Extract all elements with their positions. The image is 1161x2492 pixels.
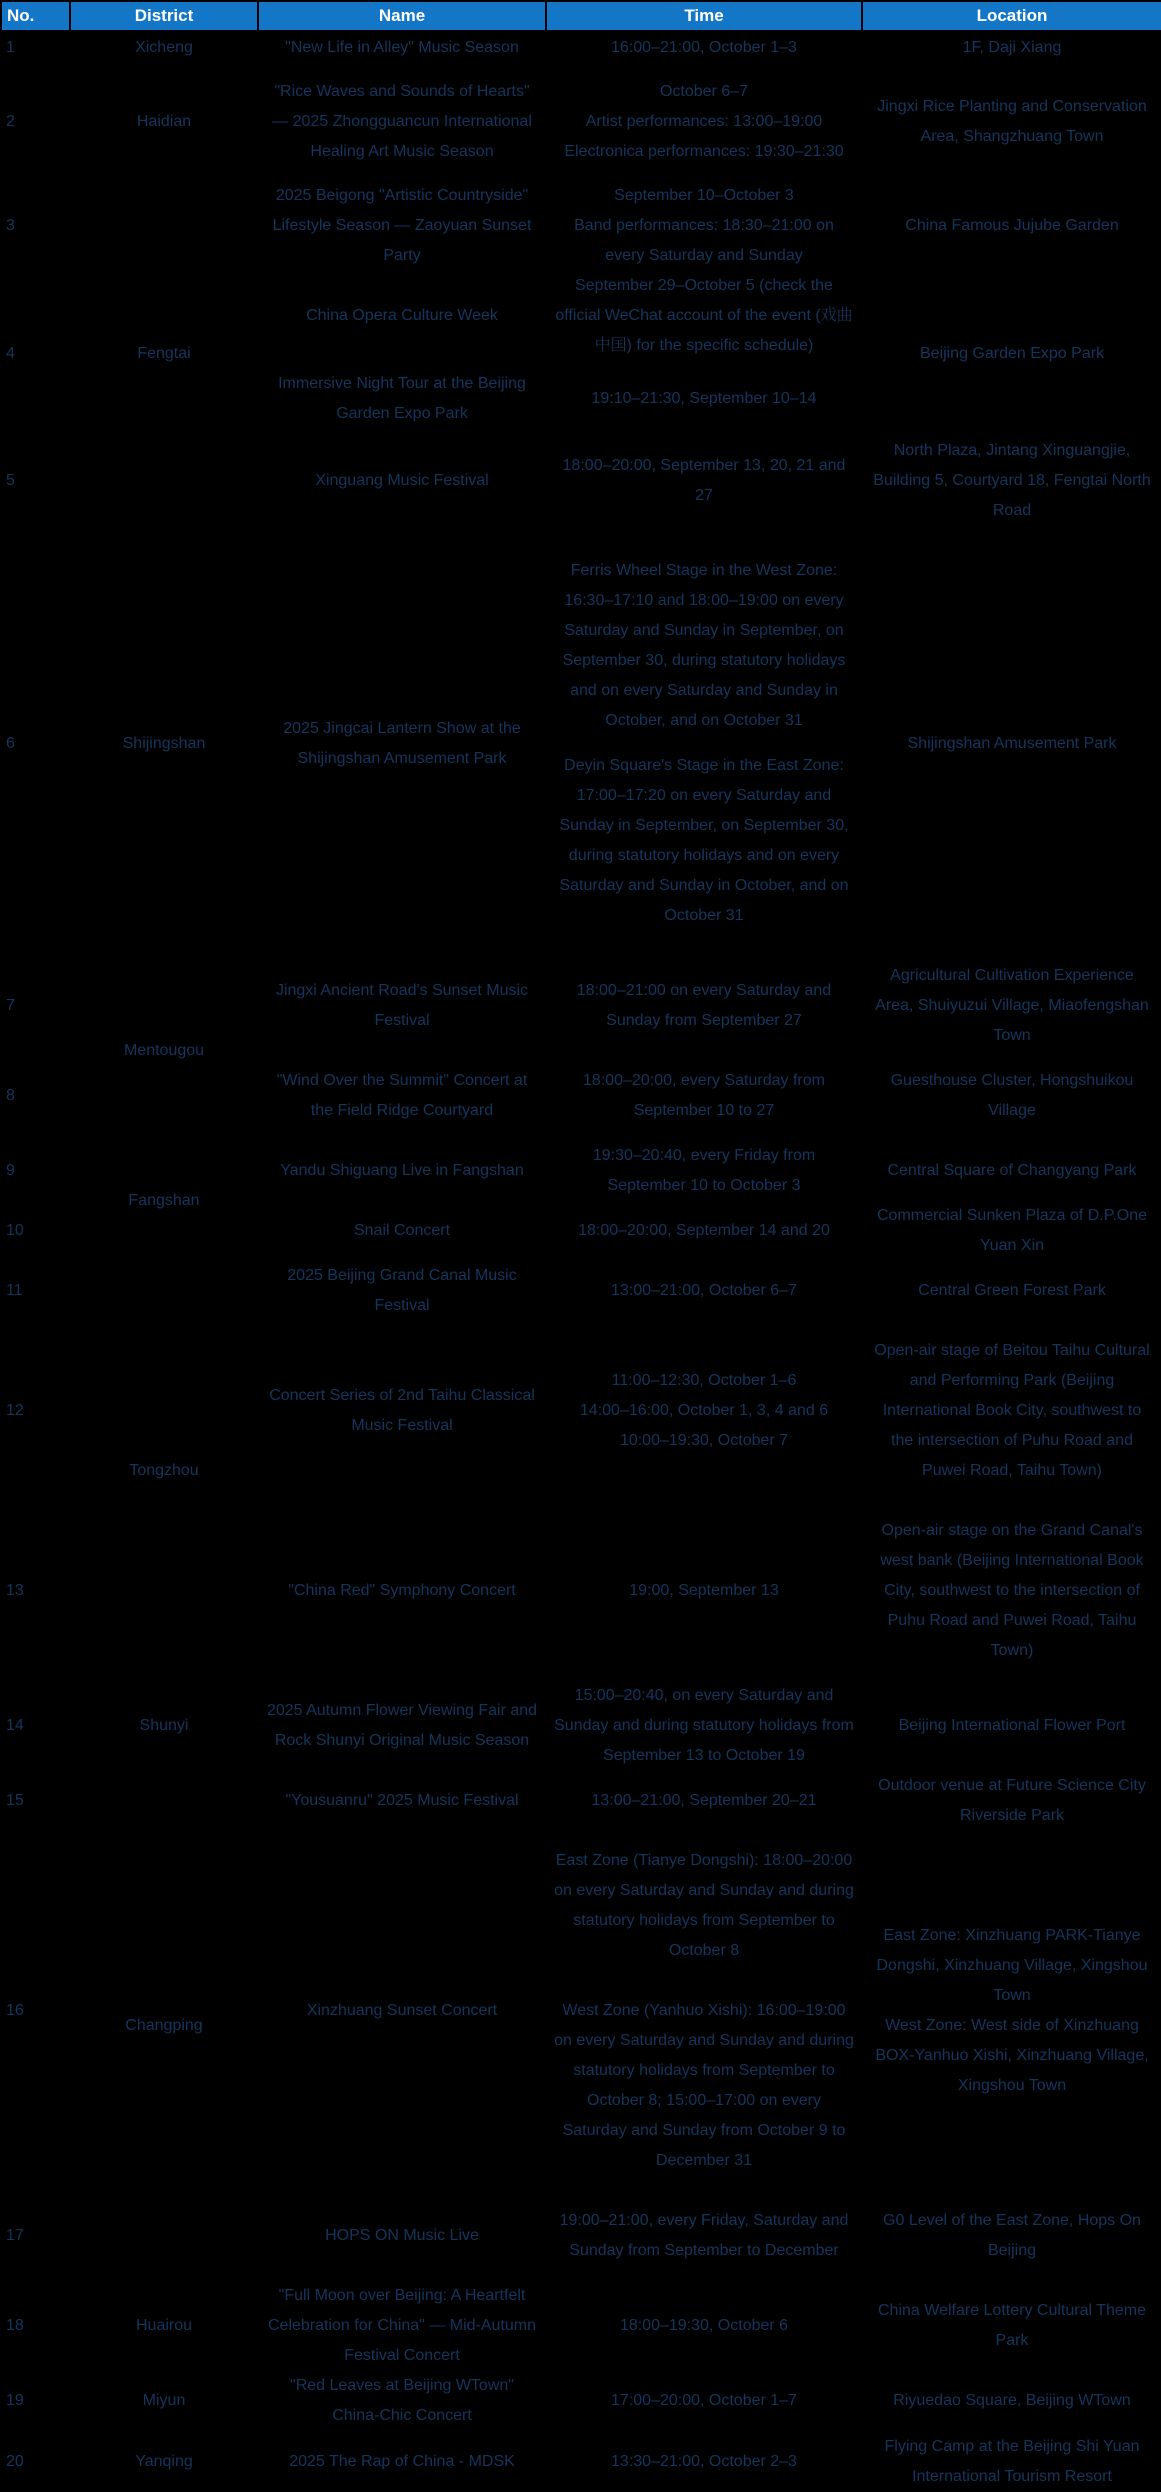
cell-paragraph: Jingxi Rice Planting and Conservation Area, Shangzhuang Town: [877, 98, 1147, 145]
cell-paragraph: 18:00–20:00, September 13, 20, 21 and 27: [562, 457, 846, 504]
cell-paragraph: Concert Series of 2nd Taihu Classical Music Festival: [269, 1387, 535, 1434]
cell-paragraph: Xinzhuang Sunset Concert: [306, 2002, 498, 2019]
cell-paragraph: Snail Concert: [353, 1222, 451, 1239]
cell-paragraph: 18:00–19:30, October 6: [619, 2317, 789, 2334]
cell-location: [862, 1681, 1161, 1771]
cell-district: Fengtai: [137, 344, 191, 362]
cell-no: 9: [6, 1162, 15, 1179]
cell-paragraph: "Wind Over the Summit" Concert at the Field Ridge Courtyard: [276, 1072, 528, 1119]
cell-paragraph: 2025 Beigong "Artistic Countryside" Lifestyle Season — Zaoyuan Sunset Party: [272, 187, 532, 264]
cell-name: [258, 271, 546, 436]
cell-paragraph: 19:30–20:40, every Friday from September 10 to October 3: [592, 1147, 816, 1194]
cell-name: [258, 1051, 546, 1141]
cell-paragraph: West Zone (Yanhuo Xishi): 16:00–19:00 on every Saturday and Sunday and during statutory holidays from September to October 8; 15:00–17:00 on every Saturday and Sunday from October 9 to December 31: [554, 2002, 854, 2169]
cell-paragraph: Xinguang Music Festival: [315, 472, 489, 489]
cell-location: [862, 436, 1161, 526]
cell-paragraph: 13:30–21:00, October 2–3: [611, 2453, 797, 2470]
cell-location: [862, 63, 1161, 181]
cell-paragraph: 19:10–21:30, September 10–14: [591, 389, 817, 407]
cell-time: [546, 2281, 862, 2371]
cell-district: Mentougou: [123, 1042, 205, 1059]
cell-paragraph: 13:00–21:00, September 20–21: [591, 1792, 817, 1809]
cell-name: [258, 526, 546, 961]
cell-district: Tongzhou: [129, 1462, 199, 1479]
cell-no: 8: [6, 1087, 15, 1104]
column-header-time: Time: [546, 1, 862, 31]
cell-time: [546, 961, 862, 1051]
cell-district: Xicheng: [135, 38, 193, 56]
cell-paragraph: Guesthouse Cluster, Hongshuikou Village: [890, 1072, 1134, 1119]
cell-paragraph: 2025 Autumn Flower Viewing Fair and Rock Shunyi Original Music Season: [266, 1702, 538, 1749]
cell-location: [862, 271, 1161, 436]
cell-location: [862, 1831, 1161, 2191]
cell-district: Shijingshan: [122, 734, 206, 752]
table-row: [1, 1141, 1161, 1201]
cell-location: [862, 2281, 1161, 2371]
cell-location: [862, 31, 1161, 63]
column-header-location: Location: [862, 1, 1161, 31]
cell-paragraph: 18:00–20:00, September 14 and 20: [578, 1222, 830, 1239]
cell-time: [546, 2431, 862, 2492]
cell-name: [258, 436, 546, 526]
cell-paragraph: "Red Leaves at Beijing WTown" China-Chic Concert: [290, 2377, 514, 2424]
cell-no: 13: [6, 1582, 24, 1599]
cell-location: [862, 1501, 1161, 1681]
cell-no: 20: [6, 2453, 24, 2470]
cell-paragraph: Open-air stage of Beitou Taihu Cultural and Performing Park (Beijing International Book City, southwest to the intersection of Puhu Road and Puwei Road, Taihu Town): [874, 1342, 1150, 1479]
cell-district: Shunyi: [139, 1717, 189, 1734]
cell-location: [862, 2431, 1161, 2492]
cell-name: [258, 1141, 546, 1201]
cell-paragraph: 2025 Jingcai Lantern Show at the Shijingshan Amusement Park: [283, 719, 521, 767]
table-row: [1, 1771, 1161, 1831]
table-body: [1, 31, 1161, 2492]
cell-name: [258, 1321, 546, 1501]
cell-no: 5: [6, 472, 15, 489]
cell-no: 2: [6, 113, 15, 130]
cell-paragraph: 15:00–20:40, on every Saturday and Sunday and during statutory holidays from September 13 to October 19: [554, 1687, 854, 1764]
cell-time: [546, 1141, 862, 1201]
cell-time: [546, 1831, 862, 2191]
cell-location: [862, 1141, 1161, 1201]
cell-name: [258, 2431, 546, 2492]
table-row: [1, 2371, 1161, 2431]
cell-no: 4: [6, 344, 15, 362]
cell-paragraph: North Plaza, Jintang Xinguangjie, Building 5, Courtyard 18, Fengtai North Road: [873, 442, 1151, 519]
cell-paragraph: Ferris Wheel Stage in the West Zone: 16:30–17:10 and 18:00–19:00 on every Saturday and Sunday in September, on September 30, during statutory holidays and on every Saturday and Sunday in October, and on October 31: [562, 562, 846, 729]
cell-paragraph: G0 Level of the East Zone, Hops On Beijing: [883, 2212, 1141, 2259]
cell-paragraph: East Zone (Tianye Dongshi): 18:00–20:00 on every Saturday and Sunday and during statutory holidays from September to October 8: [554, 1852, 854, 1959]
cell-no: 3: [6, 217, 15, 234]
cell-paragraph: 19:00–21:00, every Friday, Saturday and Sunday from September to December: [559, 2212, 849, 2259]
cell-paragraph: China Opera Culture Week: [306, 307, 498, 324]
cell-paragraph: September 29–October 5 (check the official WeChat account of the event (戏曲中国) for the specific schedule): [555, 277, 853, 354]
cell-paragraph: Agricultural Cultivation Experience Area, Shuiyuzui Village, Miaofengshan Town: [875, 967, 1149, 1044]
cell-paragraph: Yandu Shiguang Live in Fangshan: [280, 1162, 524, 1179]
cell-district: Fangshan: [128, 1192, 200, 1209]
cell-time: [546, 1201, 862, 1261]
cell-district: Huairou: [135, 2317, 193, 2334]
cell-paragraph: Deyin Square's Stage in the East Zone: 17:00–17:20 on every Saturday and Sunday in September, on September 30, during statutory holidays and on every Saturday and Sunday in October, and on October 31: [559, 757, 849, 924]
cell-paragraph: September 10–October 3: [614, 187, 794, 204]
cell-no: 19: [6, 2392, 24, 2409]
cell-paragraph: 14:00–16:00, October 1, 3, 4 and 6: [579, 1402, 829, 1419]
cell-no: 15: [6, 1792, 24, 1809]
cell-name: [258, 1831, 546, 2191]
cell-location: [862, 1261, 1161, 1321]
cell-no: 11: [6, 1282, 23, 1299]
cell-name: [258, 1681, 546, 1771]
cell-name: [258, 2191, 546, 2281]
cell-paragraph: 2025 The Rap of China - MDSK: [289, 2453, 515, 2470]
cell-paragraph: HOPS ON Music Live: [325, 2227, 479, 2244]
cell-paragraph: West Zone: West side of Xinzhuang BOX-Yanhuo Xishi, Xinzhuang Village, Xingshou Town: [875, 2017, 1149, 2094]
column-header-district: District: [70, 1, 258, 31]
cell-time: [546, 436, 862, 526]
cell-paragraph: "New Life in Alley" Music Season: [285, 38, 519, 56]
cell-paragraph: Shijingshan Amusement Park: [907, 734, 1117, 752]
cell-name: [258, 1501, 546, 1681]
cell-paragraph: 17:00–20:00, October 1–7: [611, 2392, 797, 2409]
cell-no: 14: [6, 1717, 24, 1734]
cell-paragraph: Flying Camp at the Beijing Shi Yuan International Tourism Resort: [884, 2438, 1140, 2485]
table-row: [1, 1681, 1161, 1771]
cell-no: 12: [6, 1402, 24, 1419]
cell-paragraph: 2025 Beijing Grand Canal Music Festival: [287, 1267, 517, 1314]
cell-no: 17: [6, 2227, 24, 2244]
cell-paragraph: 16:00–21:00, October 1–3: [611, 38, 797, 56]
cell-no: 6: [6, 734, 15, 752]
table-row: [1, 31, 1161, 63]
cell-no: 16: [6, 2002, 24, 2019]
cell-paragraph: Immersive Night Tour at the Beijing Garden Expo Park: [278, 374, 526, 422]
cell-time: [546, 1051, 862, 1141]
cell-time: [546, 2191, 862, 2281]
cell-name: [258, 961, 546, 1051]
table-row: [1, 63, 1161, 181]
cell-name: [258, 2281, 546, 2371]
cell-no: 7: [6, 997, 15, 1014]
cell-name: [258, 2371, 546, 2431]
table-row: [1, 961, 1161, 1051]
cell-name: [258, 1261, 546, 1321]
column-header-name: Name: [258, 1, 546, 31]
table-row: [1, 2431, 1161, 2492]
cell-paragraph: Riyuedao Square, Beijing WTown: [893, 2392, 1131, 2409]
cell-paragraph: 18:00–20:00, every Saturday from September 10 to 27: [583, 1072, 825, 1119]
cell-time: [546, 1681, 862, 1771]
cell-name: [258, 181, 546, 271]
cell-paragraph: Commercial Sunken Plaza of D.P.One Yuan Xin: [876, 1207, 1148, 1254]
cell-paragraph: October 6–7: [659, 83, 749, 100]
cell-location: [862, 961, 1161, 1051]
cell-paragraph: "Rice Waves and Sounds of Hearts" — 2025 Zhongguancun International Healing Art Music Season: [272, 83, 532, 160]
cell-paragraph: "Full Moon over Beijing: A Heartfelt Celebration for China" — Mid-Autumn Festival Concert: [267, 2287, 536, 2364]
cell-paragraph: 1F, Daji Xiang: [962, 38, 1062, 56]
cell-location: [862, 2371, 1161, 2431]
cell-time: [546, 181, 862, 271]
cell-time: [546, 1771, 862, 1831]
cell-location: [862, 1321, 1161, 1501]
table-header: [1, 1, 1161, 31]
cell-time: [546, 526, 862, 961]
cell-paragraph: 18:00–21:00 on every Saturday and Sunday from September 27: [576, 982, 832, 1029]
cell-paragraph: 19:00, September 13: [629, 1582, 779, 1599]
cell-location: [862, 526, 1161, 961]
cell-paragraph: Central Green Forest Park: [918, 1282, 1106, 1299]
cell-name: [258, 31, 546, 63]
cell-paragraph: Outdoor venue at Future Science City Riverside Park: [878, 1777, 1146, 1824]
cell-location: [862, 1051, 1161, 1141]
table-row: [1, 2281, 1161, 2371]
cell-time: [546, 1321, 862, 1501]
cell-location: [862, 1771, 1161, 1831]
column-header-no: No.: [1, 1, 70, 31]
cell-time: [546, 1501, 862, 1681]
header-row: [1, 1, 1161, 31]
cell-time: [546, 1261, 862, 1321]
cell-no: 1: [6, 38, 15, 56]
cell-paragraph: China Welfare Lottery Cultural Theme Park: [878, 2302, 1146, 2349]
table-row: [1, 181, 1161, 271]
table-row: [1, 1261, 1161, 1321]
cell-paragraph: 13:00–21:00, October 6–7: [611, 1282, 797, 1299]
cell-paragraph: Central Square of Changyang Park: [887, 1162, 1137, 1179]
cell-no: 10: [6, 1222, 24, 1239]
cell-location: [862, 2191, 1161, 2281]
cell-name: [258, 63, 546, 181]
cell-district: Changping: [125, 2017, 203, 2034]
cell-district: Haidian: [136, 113, 192, 130]
cell-time: [546, 271, 862, 436]
cell-paragraph: Artist performances: 13:00–19:00: [585, 113, 823, 130]
cell-paragraph: Open-air stage on the Grand Canal's west bank (Beijing International Book City, southwest to the intersection of Puhu Road and Puwei Road, Taihu Town): [880, 1522, 1144, 1659]
table-row: [1, 526, 1161, 961]
cell-paragraph: East Zone: Xinzhuang PARK-Tianye Dongshi, Xinzhuang Village, Xingshou Town: [876, 1927, 1148, 2004]
cell-time: [546, 63, 862, 181]
cell-district: Yanqing: [135, 2453, 193, 2470]
cell-district: Miyun: [142, 2392, 186, 2409]
cell-paragraph: Beijing Garden Expo Park: [919, 344, 1105, 362]
cell-paragraph: Jingxi Ancient Road's Sunset Music Festival: [275, 982, 529, 1029]
cell-paragraph: Beijing International Flower Port: [898, 1717, 1126, 1734]
cell-no: 18: [6, 2317, 24, 2334]
cell-paragraph: 11:00–12:30, October 1–6: [611, 1372, 797, 1389]
cell-location: [862, 181, 1161, 271]
cell-paragraph: 10:00–19:30, October 7: [619, 1432, 789, 1449]
cell-paragraph: "Yousuanru" 2025 Music Festival: [285, 1792, 519, 1809]
cell-name: [258, 1771, 546, 1831]
cell-paragraph: "China Red" Symphony Concert: [288, 1582, 516, 1599]
cell-paragraph: Band performances: 18:30–21:00 on every Saturday and Sunday: [574, 217, 834, 264]
cell-paragraph: Electronica performances: 19:30–21:30: [564, 143, 844, 160]
cell-location: [862, 1201, 1161, 1261]
cell-time: [546, 31, 862, 63]
cell-paragraph: China Famous Jujube Garden: [905, 217, 1119, 234]
cell-name: [258, 1201, 546, 1261]
cell-time: [546, 2371, 862, 2431]
